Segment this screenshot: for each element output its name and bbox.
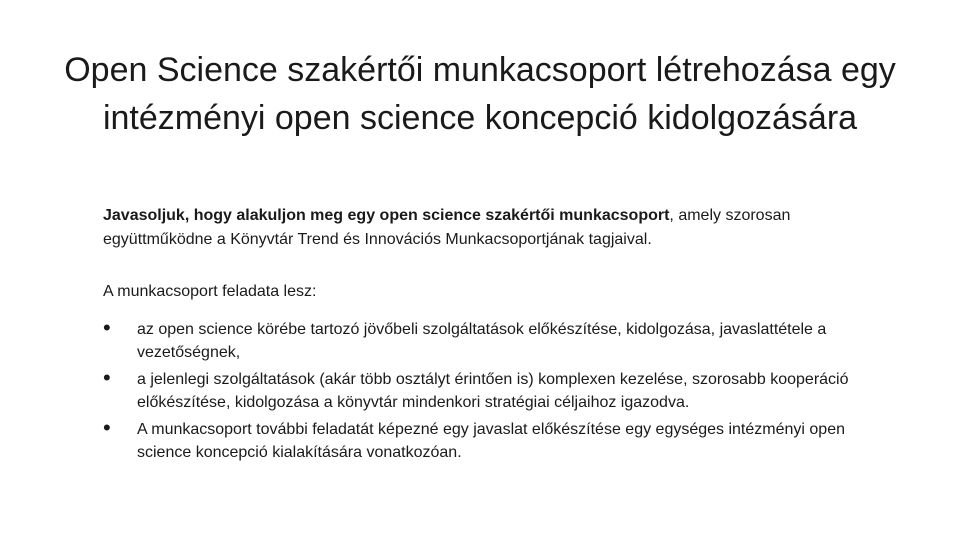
intro-paragraph [103,204,883,252]
task-list-item [103,365,883,414]
task-list-item [103,415,883,464]
task-list-item-text: A munkacsoport további feladatát képezné egy javaslat előkészítése egy egységes intézményi open science koncepció kialakítására vonatkozóan. [137,421,845,461]
task-list [103,315,883,464]
intro-bold-text: Javasoljuk, hogy alakuljon meg egy open science szakértői munkacsoport [103,207,670,224]
slide-title-line-1: Open Science szakértői munkacsoport létrehozása egy [64,51,896,89]
bullet-icon: • [103,315,111,340]
slide-title-line-2: intézményi open science koncepció kidolgozására [102,99,858,137]
task-list-item-text: az open science körébe tartozó jövőbeli szolgáltatások előkészítése, kidolgozása, javaslattétele a vezetőségnek, [137,321,827,361]
bullet-icon: • [103,415,111,440]
task-list-item [103,315,883,364]
task-lead-text: A munkacsoport feladata lesz: [103,283,317,300]
slide-body [103,204,883,468]
intro-rest-text: , amely szorosan együttműködne a Könyvtár Trend és Innovációs Munkacsoportjának tagjaival. [103,207,791,248]
task-list-item-text: a jelenlegi szolgáltatások (akár több osztályt érintően is) komplexen kezelése, szorosabb kooperáció előkészítése, kidolgozása a könyvtár mindenkori stratégiai céljaihoz igazodva. [137,371,849,411]
bullet-icon: • [103,365,111,390]
slide-title [20,46,940,142]
